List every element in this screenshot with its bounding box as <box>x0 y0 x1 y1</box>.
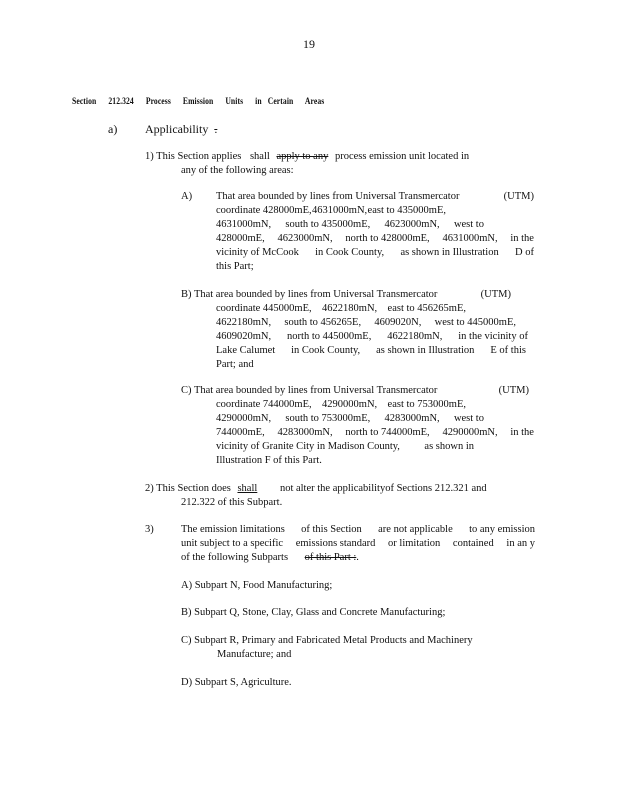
text-line: C) That area bounded by lines from Universal Transmercator (UTM) <box>181 385 529 396</box>
text-line: Lake Calumet in Cook County, as shown in Illustration E of this <box>216 345 526 356</box>
item-1-B-marker: B) <box>181 289 192 300</box>
item-1-B <box>181 288 511 302</box>
text-line: vicinity of Granite City in Madison County, as shown in <box>216 441 474 452</box>
subpart-A: A) Subpart N, Food Manufacturing; <box>181 580 333 591</box>
subpart-C-continued: Manufacture; and <box>217 649 292 660</box>
text-line: coordinate 428000mE, 4631000mN, east to 435000mE, <box>216 205 446 216</box>
text-line: Illustration F of this Part. <box>216 455 322 466</box>
text-line: 212.322 of this Subpart. <box>181 497 283 508</box>
text-line: coordinate 744000mE, 4290000mN, east to 753000mE, <box>216 399 466 410</box>
text-line: 4631000mN, south to 435000mE, 4623000mN, west to <box>216 219 484 230</box>
text-line: unit subject to a specific emissions standard or limitation contained in an y <box>181 538 535 549</box>
subpart-D: D) Subpart S, Agriculture. <box>181 677 292 688</box>
item-1-inserted: shall <box>249 151 270 162</box>
item-1-A-marker: A) <box>181 191 193 202</box>
text-line: B) That area bounded by lines from Universal Transmercator (UTM) <box>181 289 511 300</box>
text-line: 428000mE, 4623000mN, north to 428000mE, 4631000mN, in the <box>216 233 534 244</box>
item-1-C-text <box>216 398 534 468</box>
item-3-marker: 3) <box>145 524 154 535</box>
text-line: The emission limitations of this Section are not applicable to any emission <box>181 524 535 535</box>
item-1-B-text <box>216 302 534 372</box>
item-2-rest: not alter the applicabilityof Sections 212.321 and <box>279 483 487 494</box>
section-heading: Section 212.324 Process Emission Units in Certain Areas <box>72 96 325 106</box>
text-line: of the following Subparts of this Part :. <box>181 552 359 563</box>
item-1-A-text <box>216 190 534 274</box>
text-line: vicinity of McCook in Cook County, as shown in Illustration D of <box>216 247 534 258</box>
item-1-line-2: any of the following areas: <box>181 165 294 176</box>
text-line: 4290000mN, south to 753000mE, 4283000mN, west to <box>216 413 484 424</box>
item-2-inserted: shall <box>237 483 258 494</box>
subsection-a-marker: a) <box>108 122 118 136</box>
item-1-C <box>181 384 529 398</box>
applicability-label: Applicability <box>145 122 209 136</box>
text-line: 4622180mN, south to 456265E, 4609020N, west to 445000mE, <box>216 317 516 328</box>
item-1-line-1 <box>145 150 545 164</box>
item-1-lead: 1) This Section applies <box>145 151 242 162</box>
text-line: Part; and <box>216 359 254 370</box>
text-line: coordinate 445000mE, 4622180mN, east to 456265mE, <box>216 303 466 314</box>
text-line: 4609020mN, north to 445000mE, 4622180mN, in the vicinity of <box>216 331 528 342</box>
text-line: That area bounded by lines from Universal Transmercator (UTM) <box>216 191 534 202</box>
page-number: 19 <box>303 37 315 51</box>
item-1 <box>145 150 545 178</box>
subsection-a-title <box>145 122 217 136</box>
item-2 <box>145 482 535 510</box>
item-1-deleted: apply to any <box>276 151 329 162</box>
item-3-text <box>181 523 535 565</box>
item-1-rest: process emission unit located in <box>334 151 470 162</box>
text-line: this Part; <box>216 261 254 272</box>
text-line <box>145 482 535 496</box>
subpart-B: B) Subpart Q, Stone, Clay, Glass and Concrete Manufacturing; <box>181 607 446 618</box>
item-2-lead: 2) This Section does <box>145 483 231 494</box>
text-line: 744000mE, 4283000mN, north to 744000mE, 4290000mN, in the <box>216 427 534 438</box>
subpart-C: C) Subpart R, Primary and Fabricated Metal Products and Machinery <box>181 635 473 646</box>
applicability-tail: . <box>214 122 218 136</box>
item-1-C-marker: C) <box>181 385 192 396</box>
